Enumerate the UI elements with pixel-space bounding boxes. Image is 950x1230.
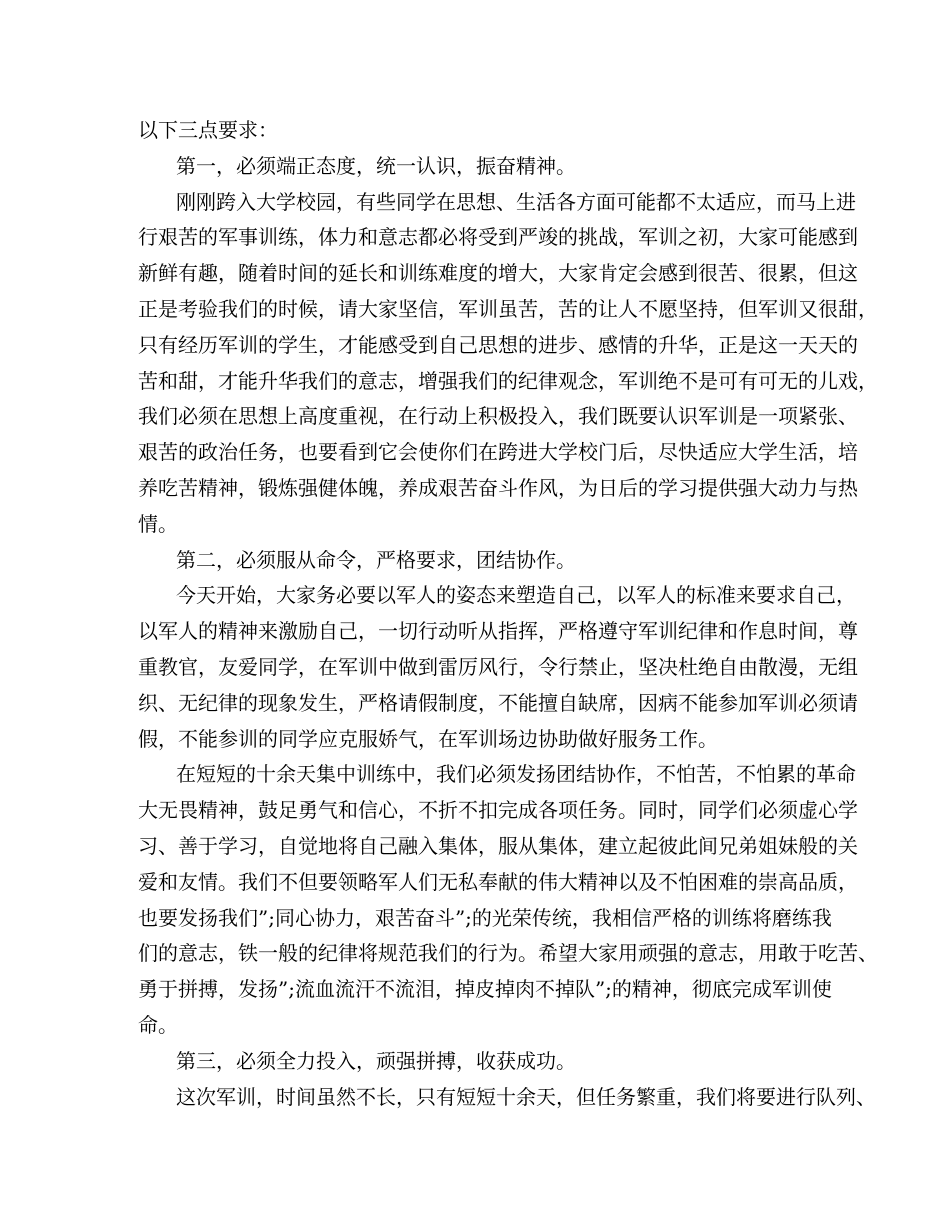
text-line: 正是考验我们的时候，请大家坚信，军训虽苦，苦的让人不愿坚持，但军训又很甜， (138, 296, 878, 321)
text-line: 勇于拼搏，发扬”;流血流汗不流泪，掉皮掉肉不掉队”;的精神，彻底完成军训使 (138, 977, 832, 1002)
text-line: 大无畏精神，鼓足勇气和信心，不折不扣完成各项任务。同时，同学们必须虚心学 (138, 798, 858, 823)
text-line: 养吃苦精神，锻炼强健体魄，养成艰苦奋斗作风，为日后的学习提供强大动力与热 (138, 475, 858, 500)
text-line: 爱和友情。我们不但要领略军人们无私奉献的伟大精神以及不怕困难的崇高品质， (138, 869, 858, 894)
text-line: 苦和甜，才能升华我们的意志，增强我们的纪律观念，军训绝不是可有可无的儿戏， (138, 368, 878, 393)
text-line: 也要发扬我们”;同心协力，艰苦奋斗”;的光荣传统，我相信严格的训练将磨练我 (138, 905, 832, 930)
section-heading: 第二，必须服从命令，严格要求，团结协作。 (176, 547, 576, 572)
text-line: 习、善于学习，自觉地将自己融入集体，服从集体，建立起彼此间兄弟姐妹般的关 (138, 833, 858, 858)
text-line: 命。 (138, 1012, 178, 1037)
text-line: 行艰苦的军事训练，体力和意志都必将受到严竣的挑战，军训之初，大家可能感到 (138, 225, 858, 250)
text-line: 假，不能参训的同学应克服娇气，在军训场边协助做好服务工作。 (138, 726, 718, 751)
text-line: 刚刚跨入大学校园，有些同学在思想、生活各方面可能都不太适应，而马上进 (176, 189, 856, 214)
text-line: 在短短的十余天集中训练中，我们必须发扬团结协作，不怕苦，不怕累的革命 (176, 762, 856, 787)
text-line: 们的意志，铁一般的纪律将规范我们的行为。希望大家用顽强的意志，用敢于吃苦、 (138, 941, 878, 966)
section-heading: 第一，必须端正态度，统一认识，振奋精神。 (176, 153, 576, 178)
text-line: 这次军训，时间虽然不长，只有短短十余天，但任务繁重，我们将要进行队列、 (176, 1084, 876, 1109)
text-line: 以下三点要求： (138, 118, 278, 142)
document-body (138, 113, 878, 1115)
text-line: 重教官，友爱同学，在军训中做到雷厉风行，令行禁止，坚决杜绝自由散漫，无组 (138, 654, 858, 679)
text-line: 以军人的精神来激励自己，一切行动听从指挥，严格遵守军训纪律和作息时间，尊 (138, 619, 858, 644)
text-line: 情。 (138, 511, 178, 536)
text-line: 新鲜有趣，随着时间的延长和训练难度的增大，大家肯定会感到很苦、很累，但这 (138, 261, 858, 286)
text-line: 织、无纪律的现象发生，严格请假制度，不能擅自缺席，因病不能参加军训必须请 (138, 690, 858, 715)
text-line: 今天开始，大家务必要以军人的姿态来塑造自己，以军人的标准来要求自己， (176, 583, 856, 608)
section-heading: 第三，必须全力投入，顽强拼搏，收获成功。 (176, 1048, 576, 1073)
text-line: 我们必须在思想上高度重视，在行动上积极投入，我们既要认识军训是一项紧张、 (138, 404, 858, 429)
text-line: 只有经历军训的学生，才能感受到自己思想的进步、感情的升华，正是这一天天的 (138, 332, 858, 357)
text-line: 艰苦的政治任务，也要看到它会使你们在跨进大学校门后，尽快适应大学生活，培 (138, 440, 858, 465)
